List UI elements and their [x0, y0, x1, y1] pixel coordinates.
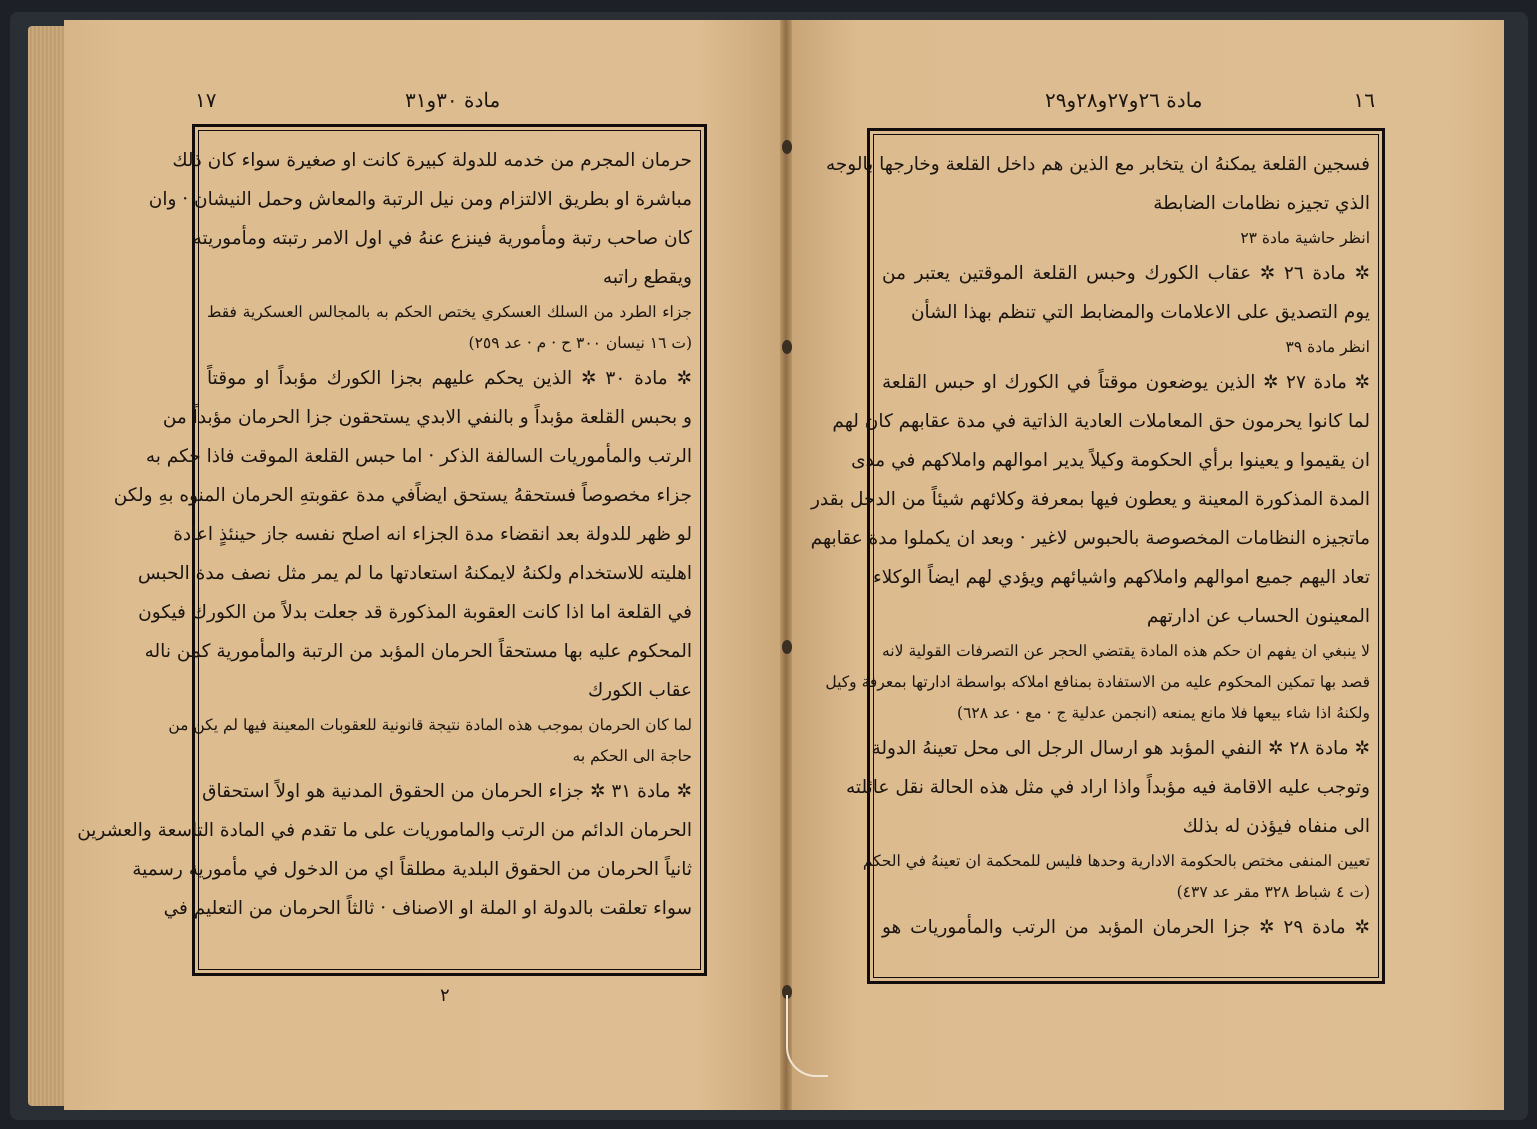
text-line: اهليته للاستخدام ولكنهُ لايمكنهُ استعادتها ما لم يمر مثل نصف مدة الحبس: [137, 563, 692, 584]
text-line: سواء تعلقت بالدولة او الملة او الاصناف · ثالثاً الحرمان من التعليم في: [163, 898, 692, 919]
text-line: المدة المذكورة المعينة و يعطون فيها بمعرفة وكلائهم شيئاً من الدخل بقدر: [810, 489, 1370, 510]
text-line: حرمان المجرم من خدمه للدولة كبيرة كانت او صغيرة سواء كان ذلك: [172, 150, 692, 171]
text-line: لما كانوا يحرمون حق المعاملات العادية الذاتية في مدة عقابهم كان لهم: [832, 411, 1370, 432]
footnote-line: ولكنهُ اذا شاء بيعها فلا مانع يمنعه (انجمن عدلية ج · مع · عد ٦٢٨): [957, 704, 1370, 722]
text-line: المحكوم عليه بها مستحقاً الحرمان المؤبد من الرتبة والمأمورية كمن ناله: [144, 641, 692, 662]
text-line: ✲ مادة ٣١ ✲ جزاء الحرمان من الحقوق المدنية هو اولاً استحقاق: [202, 781, 692, 802]
left-page-text: [77, 141, 692, 928]
binding-stitch: [782, 140, 792, 154]
binding-stitch: [782, 640, 792, 654]
footnote-line: انظر مادة ٣٩: [1285, 338, 1370, 356]
text-line: ثانياً الحرمان من الحقوق البلدية مطلقاً اي من الدخول في مأمورية رسمية: [132, 859, 692, 880]
book-gutter: [780, 20, 792, 1110]
text-line: و بحبس القلعة مؤبداً و بالنفي الابدي يستحقون جزا الحرمان مؤبداً من: [162, 407, 692, 428]
text-line: كان صاحب رتبة ومأمورية فينزع عنهُ في اول الامر رتبته ومأموريته: [192, 228, 692, 249]
footnote-line: جزاء الطرد من السلك العسكري يختص الحكم به بالمجالس العسكرية فقط: [207, 303, 692, 321]
text-line: ✲ مادة ٢٧ ✲ الذين يوضعون موقتاً في الكورك او حبس القلعة: [882, 372, 1370, 393]
right-page-header: [1045, 88, 1375, 118]
text-line: ويقطع راتبه: [602, 267, 692, 288]
text-line: ان يقيموا و يعينوا برأي الحكومة وكيلاً يدير اموالهم واملاكهم في مدى: [851, 450, 1370, 471]
text-line: عقاب الكورك: [587, 680, 692, 701]
footnote-line: انظر حاشية مادة ٢٣: [1240, 229, 1370, 247]
footnote-line: لما كان الحرمان بموجب هذه المادة نتيجة قانونية للعقوبات المعينة فيها لم يكن من: [168, 716, 692, 734]
text-line: مباشرة او بطريق الالتزام ومن نيل الرتبة والمعاش وحمل النيشان · وان: [148, 189, 692, 210]
text-line: يوم التصديق على الاعلامات والمضابط التي تنظم بهذا الشأن: [910, 302, 1370, 323]
text-line: الحرمان الدائم من الرتب والماموريات على ما تقدم في المادة التاسعة والعشرين: [77, 820, 692, 841]
text-line: الى منفاه فيؤذن له بذلك: [1182, 816, 1370, 837]
text-line: فسجين القلعة يمكنهُ ان يتخابر مع الذين هم داخل القلعة وخارجها بالوجه: [825, 154, 1370, 175]
binding-stitch: [782, 340, 792, 354]
text-line: تعاد اليهم جميع اموالهم واملاكهم واشيائهم ويؤدي لهم ايضاً الوكلاء: [873, 567, 1370, 588]
binding-thread: [786, 995, 828, 1077]
footnote-line: حاجة الى الحكم به: [572, 747, 692, 765]
text-line: لو ظهر للدولة بعد انقضاء مدة الجزاء انه اصلح نفسه جاز حينئذٍ اعادة: [173, 524, 692, 545]
right-page-text: [810, 145, 1370, 947]
text-line: الذي تجيزه نظامات الضابطة: [1153, 193, 1370, 214]
footnote-line: (ت ٤ شباط ٣٢٨ مقر عد ٤٣٧): [1176, 883, 1370, 901]
left-page-number: ١٧: [195, 88, 217, 112]
text-line: في القلعة اما اذا كانت العقوبة المذكورة قد جعلت بدلاً من الكورك فيكون: [138, 602, 692, 623]
left-running-title: مادة ٣٠و٣١: [405, 88, 501, 112]
text-line: جزاء مخصوصاً فستحقهُ يستحق ايضاًفي مدة عقوبتهِ الحرمان المنوه بهِ ولكن: [113, 485, 692, 506]
footnote-line: قصد بها تمكين المحكوم عليه من الاستفادة بمنافع املاكه بواسطة ادارتها بمعرفة وكيل: [825, 673, 1370, 691]
right-running-title: مادة ٢٦و٢٧و٢٨و٢٩: [1045, 88, 1203, 112]
text-line: وتوجب عليه الاقامة فيه مؤبداً واذا اراد في مثل هذه الحالة نقل عائلته: [846, 777, 1370, 798]
footnote-line: لا ينبغي ان يفهم ان حكم هذه المادة يقتضي الحجر عن التصرفات القولية لانه: [882, 642, 1370, 660]
right-text-frame: [810, 128, 1385, 984]
text-line: ✲ مادة ٢٩ ✲ جزا الحرمان المؤبد من الرتب والمأموريات هو: [882, 917, 1370, 938]
text-line: المعينون الحساب عن ادارتهم: [1146, 606, 1370, 627]
footnote-line: تعيين المنفى مختص بالحكومة الادارية وحدها فليس للمحكمة ان تعينهُ في الحكم: [862, 852, 1370, 870]
left-text-frame: [77, 124, 707, 976]
footnote-line: (ت ١٦ نيسان ٣٠٠ ح · م · عد ٢٥٩): [468, 334, 692, 352]
left-page-header: [195, 88, 705, 118]
text-line: ماتجيزه النظامات المخصوصة بالحبوس لاغير · وبعد ان يكملوا مدة عقابهم: [810, 528, 1370, 549]
signature-mark: ٢: [440, 985, 450, 1006]
right-page-number: ١٦: [1353, 88, 1375, 112]
text-line: ✲ مادة ٣٠ ✲ الذين يحكم عليهم بجزا الكورك مؤبداً او موقتاً: [207, 368, 692, 389]
text-line: ✲ مادة ٢٦ ✲ عقاب الكورك وحبس القلعة الموقتين يعتبر من: [882, 263, 1370, 284]
text-line: الرتب والمأموريات السالفة الذكر · اما حبس القلعة الموقت فاذا حكم به: [145, 446, 692, 467]
text-line: ✲ مادة ٢٨ ✲ النفي المؤبد هو ارسال الرجل الى محل تعينهُ الدولة: [871, 738, 1370, 759]
